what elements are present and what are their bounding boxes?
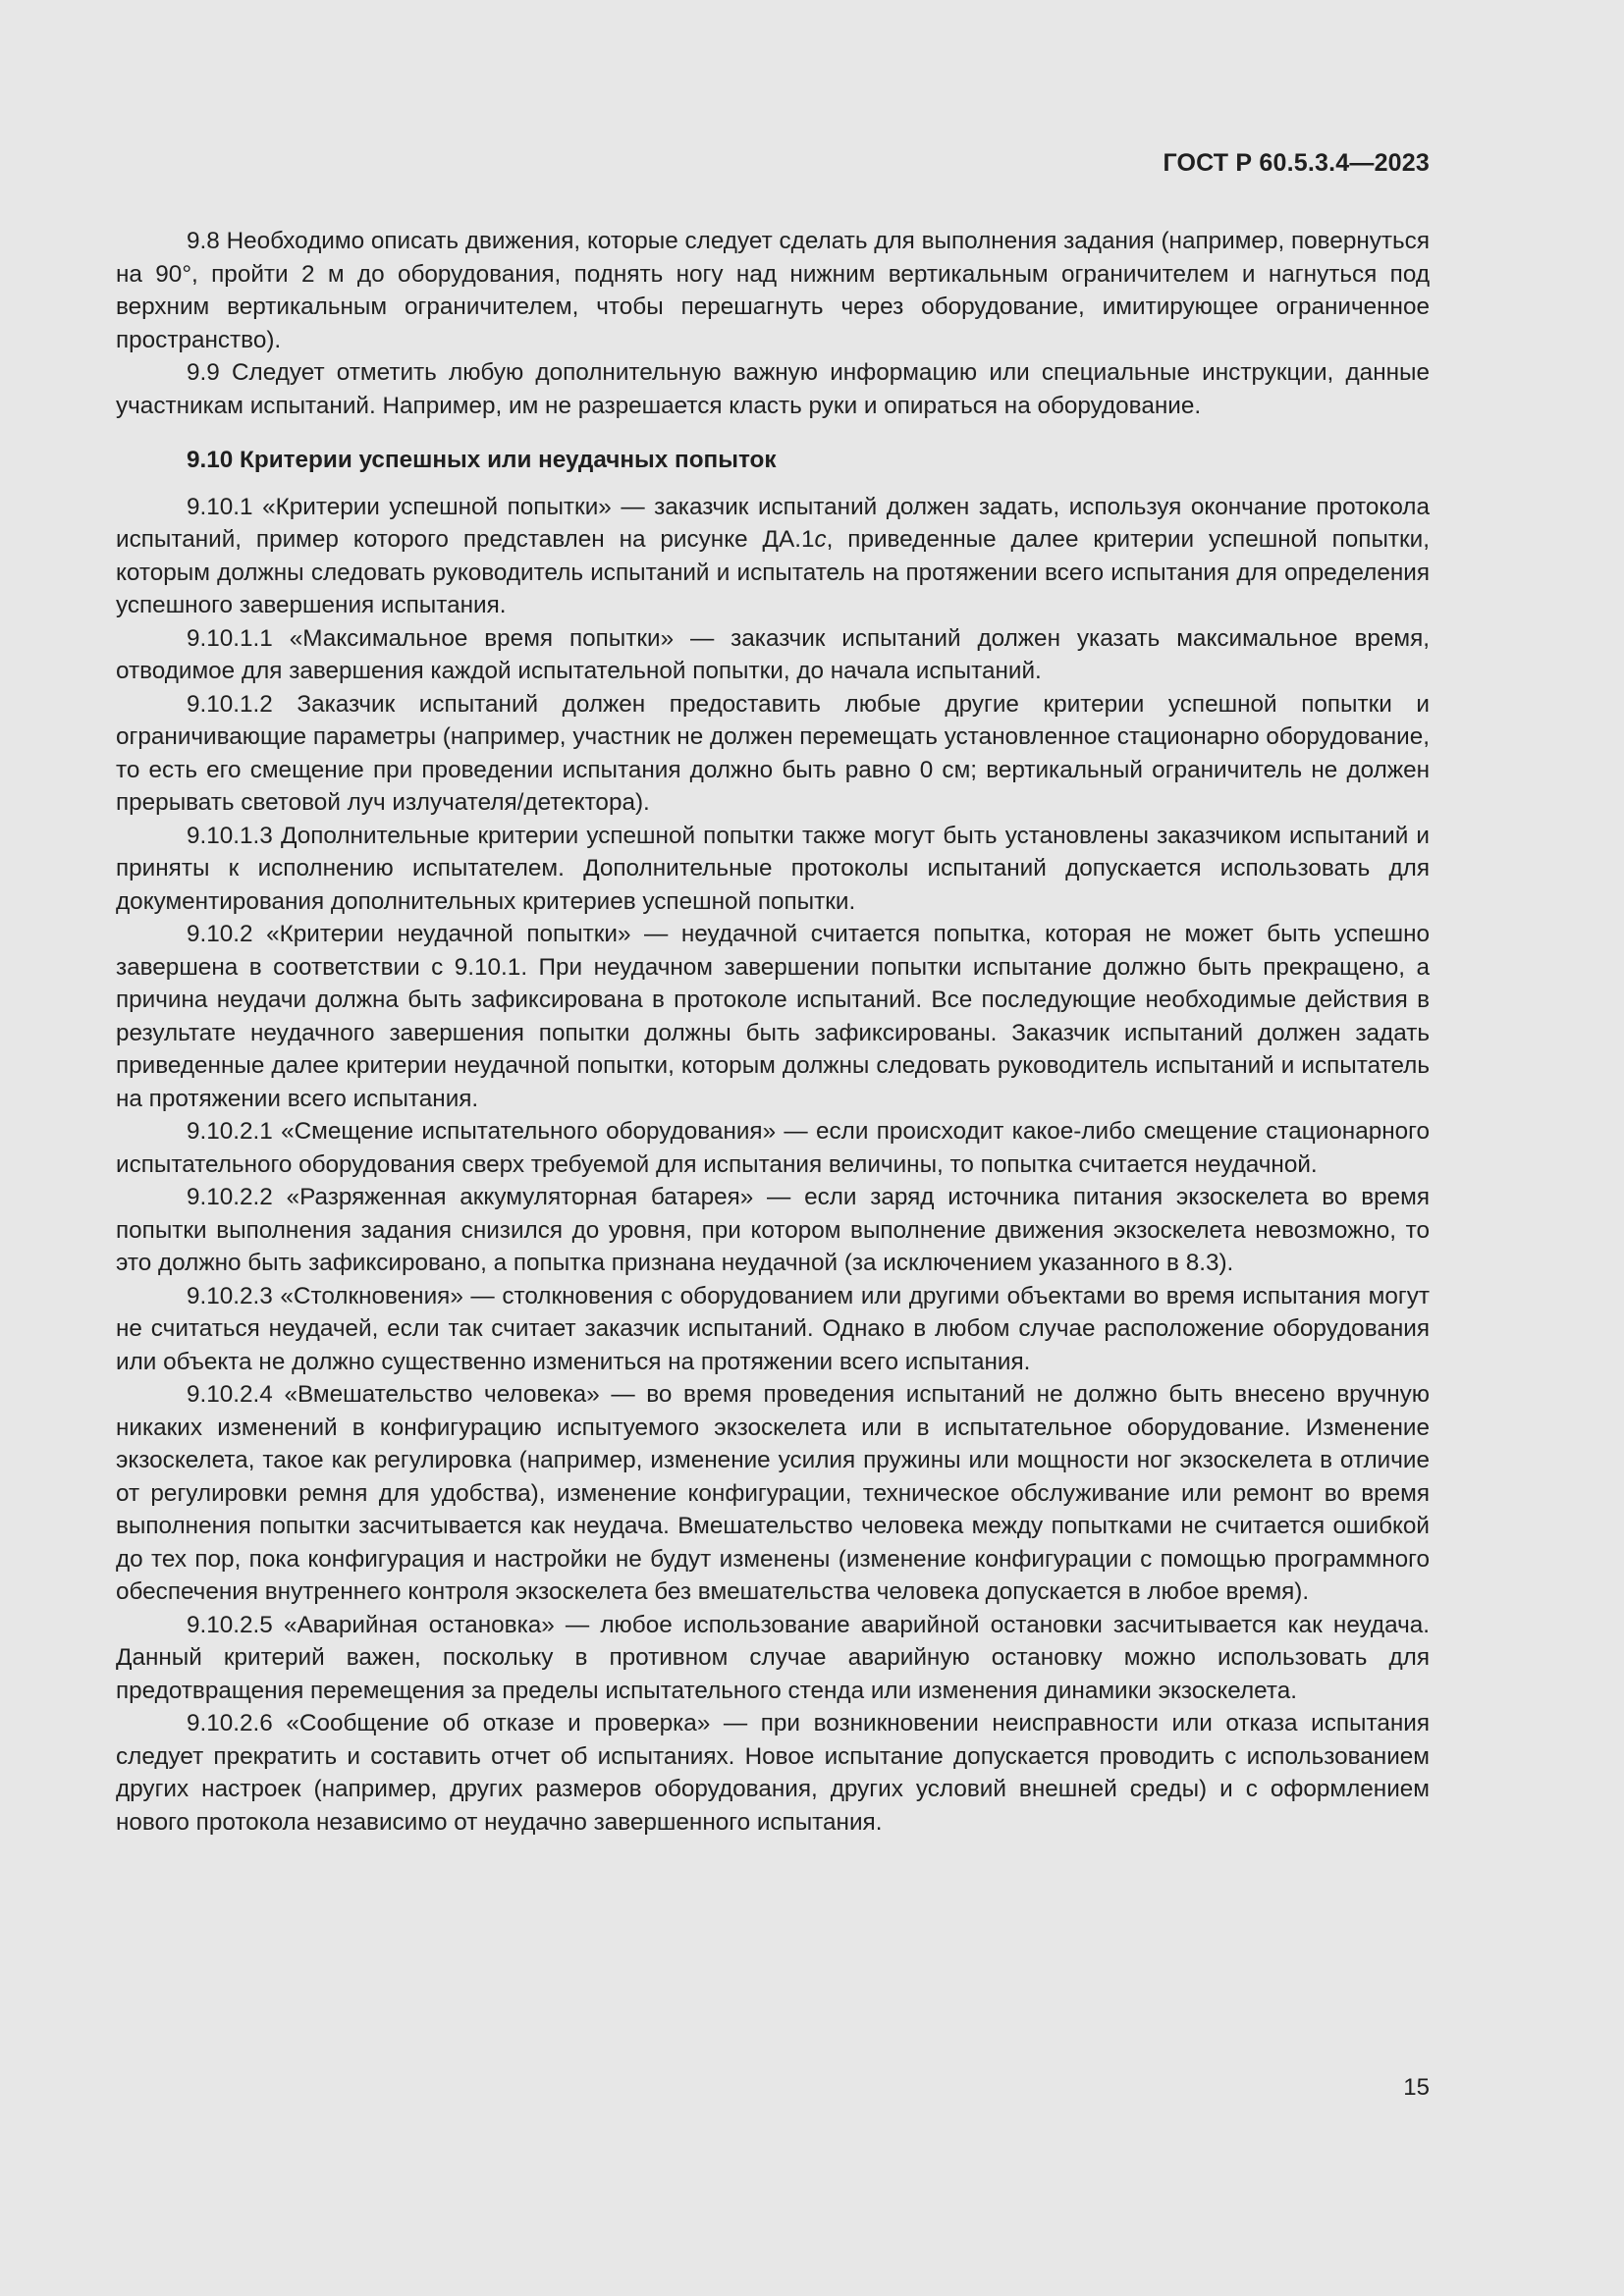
- paragraph-9-8: 9.8 Необходимо описать движения, которые следует сделать для выполнения задания (например, повернуться на 90°, пройти 2 м до оборудования, поднять ногу над нижним вертикальным ограничителем и нагнуться под верхним вертикальным ограничителем, чтобы перешагнуть через оборудование, имитирующее ограниченное пространство).: [116, 228, 1430, 353]
- paragraph-9-10-1-3: 9.10.1.3 Дополнительные критерии успешной попытки также могут быть установлены заказчиком испытаний и приняты к исполнению испытателем. Дополнительные протоколы испытаний допускается использовать для документирования дополнительных критериев успешной попытки.: [116, 822, 1430, 915]
- paragraph-9-10-2-4: 9.10.2.4 «Вмешательство человека» — во время проведения испытаний не должно быть внесено вручную никаких изменений в конфигурацию испытуемого экзоскелета или в испытательное оборудование. Изменение экзоскелета, такое как регулировка (например, изменение усилия пружины или мощности ног экзоскелета в отличие от регулировки ремня для удобства), изменение конфигурации, техническое обслуживание или ремонт во время выполнения попытки засчитывается как неудача. Вмешательство человека между попытками не считается ошибкой до тех пор, пока конфигурация и настройки не будут изменены (изменение конфигурации с помощью программного обеспечения внутреннего контроля экзоскелета без вмешательства человека допускается в любое время).: [116, 1381, 1430, 1605]
- paragraph-9-10-1-text-a: 9.10.1 «Критерии успешной попытки» — заказчик испытаний должен задать, используя окончание протокола испытаний, пример которого представлен на рисунке ДА.1: [116, 493, 1430, 553]
- document-code-header: ГОСТ Р 60.5.3.4—2023: [1163, 149, 1430, 177]
- page-number: 15: [1403, 2074, 1430, 2101]
- paragraph-9-10-2-3: 9.10.2.3 «Столкновения» — столкновения с оборудованием или другими объектами во время испытания могут не считаться неудачей, если так считает заказчик испытаний. Однако в любом случае расположение оборудования или объекта не должно существенно измениться на протяжении всего испытания.: [116, 1282, 1430, 1375]
- paragraph-9-9: 9.9 Следует отметить любую дополнительную важную информацию или специальные инструкции, данные участникам испытаний. Например, им не разрешается класть руки и опираться на оборудование.: [116, 359, 1430, 419]
- paragraph-9-10-1: [116, 491, 1430, 622]
- paragraph-9-10-1-1: 9.10.1.1 «Максимальное время попытки» — заказчик испытаний должен указать максимальное время, отводимое для завершения каждой испытательной попытки, до начала испытаний.: [116, 624, 1430, 684]
- paragraph-9-10-2-1: 9.10.2.1 «Смещение испытательного оборудования» — если происходит какое-либо смещение стационарного испытательного оборудования сверх требуемой для испытания величины, то попытка считается неудачной.: [116, 1118, 1430, 1178]
- paragraph-9-10-1-text-b: , приведенные далее критерии успешной попытки, которым должны следовать руководитель испытаний и испытатель на протяжении всего испытания для определения успешного завершения испытания.: [116, 526, 1430, 618]
- paragraph-9-10-2-6: 9.10.2.6 «Сообщение об отказе и проверка» — при возникновении неисправности или отказа испытания следует прекратить и составить отчет об испытаниях. Новое испытание допускается проводить с использованием других настроек (например, других размеров оборудования, других условий внешней среды) и с оформлением нового протокола независимо от неудачно завершенного испытания.: [116, 1710, 1430, 1836]
- section-heading-9-10: 9.10 Критерии успешных или неудачных попыток: [187, 447, 777, 473]
- paragraph-9-10-1-italic-letter: c: [814, 526, 827, 553]
- paragraph-9-10-2-5: 9.10.2.5 «Аварийная остановка» — любое использование аварийной остановки засчитывается как неудача. Данный критерий важен, поскольку в противном случае аварийную остановку можно использовать для предотвращения перемещения за пределы испытательного стенда или изменения динамики экзоскелета.: [116, 1611, 1430, 1704]
- paragraph-9-10-2: 9.10.2 «Критерии неудачной попытки» — неудачной считается попытка, которая не может быть успешно завершена в соответствии с 9.10.1. При неудачном завершении попытки испытание должно быть прекращено, а причина неудачи должна быть зафиксирована в протоколе испытаний. Все последующие необходимые действия в результате неудачного завершения попытки должны быть зафиксированы. Заказчик испытаний должен задать приведенные далее критерии неудачной попытки, которым должны следовать руководитель испытаний и испытатель на протяжении всего испытания.: [116, 921, 1430, 1112]
- paragraph-9-10-2-2: 9.10.2.2 «Разряженная аккумуляторная батарея» — если заряд источника питания экзоскелета во время попытки выполнения задания снизился до уровня, при котором выполнение движения экзоскелета невозможно, то это должно быть зафиксировано, а попытка признана неудачной (за исключением указанного в 8.3).: [116, 1184, 1430, 1276]
- paragraph-9-10-1-2: 9.10.1.2 Заказчик испытаний должен предоставить любые другие критерии успешной попытки и ограничивающие параметры (например, участник не должен перемещать установленное стационарно оборудование, то есть его смещение при проведении испытания должно быть равно 0 см; вертикальный ограничитель не должен прерывать световой луч излучателя/детектора).: [116, 690, 1430, 816]
- document-body: [116, 225, 1430, 1839]
